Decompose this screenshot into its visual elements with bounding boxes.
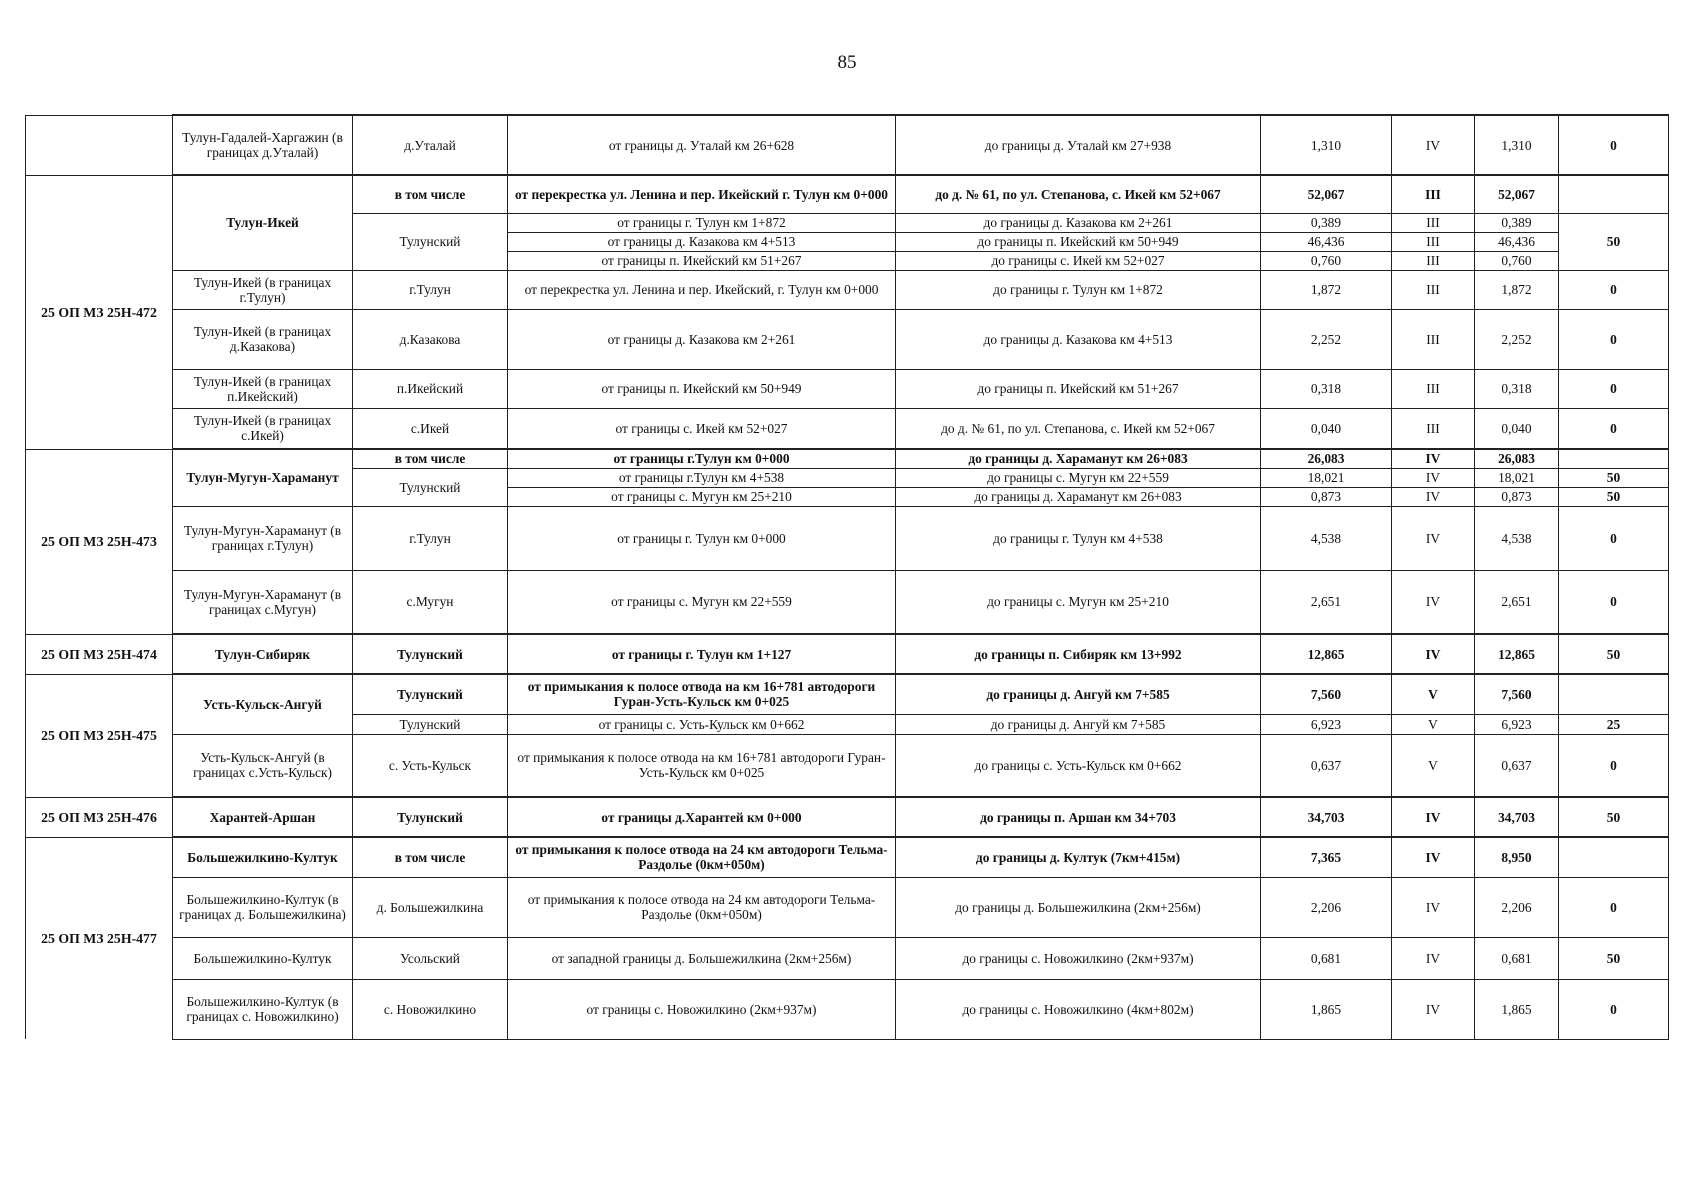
road-code: 25 ОП МЗ 25Н-473 [26,449,173,634]
start-point-cell: от границы п. Икейский км 50+949 [508,369,896,408]
table-row [26,570,1669,634]
district-cell: г.Тулун [353,506,508,570]
road-code: 25 ОП МЗ 25Н-474 [26,634,173,674]
start-point-cell: от примыкания к полосе отвода на 24 км автодороги Тельма-Раздолье (0км+050м) [508,877,896,937]
start-point-cell: от границы с. Новожилкино (2км+937м) [508,979,896,1039]
length-km-cell: 0,637 [1261,734,1392,797]
length-km-cell: 2,206 [1261,877,1392,937]
start-point-cell: от границы с. Мугун км 25+210 [508,487,896,506]
category-cell: IV [1392,506,1475,570]
road-name-cell: Тулун-Икей (в границах с.Икей) [173,408,353,449]
total-length-km-cell: 1,872 [1475,270,1559,309]
start-point-cell: от границы г.Тулун км 4+538 [508,468,896,487]
road-name-cell: Большежилкино-Култук [173,937,353,979]
total-length-km-cell: 0,681 [1475,937,1559,979]
length-km-cell: 7,560 [1261,674,1392,714]
end-point-cell: до границы п. Сибиряк км 13+992 [896,634,1261,674]
speed-limit-cell: 0 [1559,369,1669,408]
table-row [26,634,1669,674]
table-row [26,877,1669,937]
speed-limit-cell: 0 [1559,408,1669,449]
length-km-cell: 1,310 [1261,115,1392,175]
length-km-cell: 1,872 [1261,270,1392,309]
road-code: 25 ОП МЗ 25Н-476 [26,797,173,837]
district-cell: Тулунский [353,468,508,506]
district-cell: Тулунский [353,674,508,714]
total-length-km-cell: 7,560 [1475,674,1559,714]
district-cell: с.Икей [353,408,508,449]
start-point-cell: от перекрестка ул. Ленина и пер. Икейский г. Тулун км 0+000 [508,175,896,213]
start-point-cell: от границы г. Тулун км 0+000 [508,506,896,570]
end-point-cell: до границы п. Аршан км 34+703 [896,797,1261,837]
road-name-cell: Большежилкино-Култук [173,837,353,877]
end-point-cell: до границы д. Ангуй км 7+585 [896,674,1261,714]
start-point-cell: от западной границы д. Большежилкина (2км+256м) [508,937,896,979]
end-point-cell: до д. № 61, по ул. Степанова, с. Икей км 52+067 [896,408,1261,449]
total-length-km-cell: 2,252 [1475,309,1559,369]
speed-limit-cell [1559,674,1669,714]
total-length-km-cell: 2,651 [1475,570,1559,634]
category-cell: V [1392,734,1475,797]
start-point-cell: от границы с. Усть-Кульск км 0+662 [508,714,896,734]
road-name-cell: Усть-Кульск-Ангуй (в границах с.Усть-Кульск) [173,734,353,797]
district-cell: Тулунский [353,797,508,837]
start-point-cell: от границы г.Тулун км 0+000 [508,449,896,468]
district-cell: г.Тулун [353,270,508,309]
category-cell: IV [1392,570,1475,634]
end-point-cell: до границы г. Тулун км 1+872 [896,270,1261,309]
end-point-cell: до границы с. Мугун км 22+559 [896,468,1261,487]
category-cell: IV [1392,877,1475,937]
speed-limit-cell: 0 [1559,309,1669,369]
district-cell: Тулунский [353,213,508,270]
start-point-cell: от границы д. Уталай км 26+628 [508,115,896,175]
speed-limit-cell: 0,760 [1475,251,1559,270]
district-cell: Усольский [353,937,508,979]
road-name-cell: Харантей-Аршан [173,797,353,837]
speed-limit-cell: 0 [1559,506,1669,570]
length-km-cell: до границы с. Икей км 52+027 [896,251,1261,270]
length-km-cell: 0,873 [1261,487,1392,506]
category-cell: 0,760 [1261,251,1392,270]
total-length-km-cell: 26,083 [1475,449,1559,468]
total-length-km-cell: 0,318 [1475,369,1559,408]
district-cell: д. Большежилкина [353,877,508,937]
total-length-km-cell: 2,206 [1475,877,1559,937]
total-length-km-cell: 1,865 [1475,979,1559,1039]
speed-limit-cell: 50 [1559,937,1669,979]
speed-limit-cell [1559,175,1669,213]
road-name-cell: Тулун-Икей (в границах п.Икейский) [173,369,353,408]
table-row [26,979,1669,1039]
length-km-cell: 1,865 [1261,979,1392,1039]
road-name-cell: Тулун-Гадалей-Харгажин (в границах д.Уталай) [173,115,353,175]
category-cell: IV [1392,837,1475,877]
length-km-cell: 0,318 [1261,369,1392,408]
end-point-cell: до границы д. Казакова км 4+513 [896,309,1261,369]
road-name-cell: Тулун-Сибиряк [173,634,353,674]
road-name-cell: Тулун-Икей [173,175,353,270]
total-length-km-cell: 6,923 [1475,714,1559,734]
total-length-km-cell: III [1392,251,1475,270]
district-cell: д.Казакова [353,309,508,369]
end-point-cell: до границы с. Мугун км 25+210 [896,570,1261,634]
category-cell: IV [1392,937,1475,979]
start-point-cell: от границы с. Икей км 52+027 [508,408,896,449]
total-length-km-cell: 1,310 [1475,115,1559,175]
end-point-cell: до границы д. Ангуй км 7+585 [896,714,1261,734]
category-cell: IV [1392,449,1475,468]
road-name-cell: Большежилкино-Култук (в границах с. Новожилкино) [173,979,353,1039]
table-row [26,115,1669,175]
total-length-km-cell: 0,637 [1475,734,1559,797]
road-name-cell: Тулун-Мугун-Хараманут [173,449,353,506]
category-cell: 46,436 [1261,232,1392,251]
road-code: 25 ОП МЗ 25Н-477 [26,837,173,1039]
district-cell: д.Уталай [353,115,508,175]
road-name-cell: Тулун-Икей (в границах г.Тулун) [173,270,353,309]
length-km-cell: 12,865 [1261,634,1392,674]
category-cell: IV [1392,979,1475,1039]
district-cell: Тулунский [353,634,508,674]
length-km-cell: 7,365 [1261,837,1392,877]
roads-table [25,114,1669,1040]
start-point-cell: от границы д.Харантей км 0+000 [508,797,896,837]
total-length-km-cell: 34,703 [1475,797,1559,837]
length-km-cell: 0,040 [1261,408,1392,449]
speed-limit-cell: 0 [1559,734,1669,797]
category-cell: V [1392,674,1475,714]
total-length-km-cell: 12,865 [1475,634,1559,674]
table-row [26,270,1669,309]
table-row [26,449,1669,468]
district-cell: в том числе [353,837,508,877]
end-point-cell: до границы д. Большежилкина (2км+256м) [896,877,1261,937]
speed-limit-cell: 50 [1559,487,1669,506]
length-km-cell: 26,083 [1261,449,1392,468]
total-length-km-cell: 18,021 [1475,468,1559,487]
end-point-cell: до границы п. Икейский км 51+267 [896,369,1261,408]
table-row [26,837,1669,877]
category-cell: V [1392,714,1475,734]
table-row [26,309,1669,369]
start-point-cell: от границы д. Казакова км 2+261 [508,309,896,369]
end-point-cell: до границы г. Тулун км 4+538 [896,506,1261,570]
speed-limit-cell: 0 [1559,570,1669,634]
speed-limit-cell: 46,436 [1475,232,1559,251]
table-row [26,734,1669,797]
length-km-cell: 18,021 [1261,468,1392,487]
length-km-cell: 2,252 [1261,309,1392,369]
road-name-cell: Тулун-Мугун-Хараманут (в границах г.Тулун) [173,506,353,570]
end-point-cell: до д. № 61, по ул. Степанова, с. Икей км 52+067 [896,175,1261,213]
category-cell: IV [1392,634,1475,674]
table-row [26,506,1669,570]
total-length-km-cell: 0,873 [1475,487,1559,506]
speed-limit-cell: 50 [1559,797,1669,837]
district-cell: с.Мугун [353,570,508,634]
start-point-cell: от границы г. Тулун км 1+872 [508,213,896,232]
total-length-km-cell: 0,389 [1475,213,1559,232]
speed-limit-cell: 0 [1559,979,1669,1039]
district-cell: Тулунский [353,714,508,734]
speed-limit-cell: 50 [1559,634,1669,674]
end-point-cell: до границы д. Уталай км 27+938 [896,115,1261,175]
start-point-cell: от примыкания к полосе отвода на км 16+781 автодороги Гуран-Усть-Кульск км 0+025 [508,734,896,797]
road-code: 25 ОП МЗ 25Н-472 [26,175,173,449]
road-name-cell: Тулун-Икей (в границах д.Казакова) [173,309,353,369]
start-point-cell: от примыкания к полосе отвода на 24 км автодороги Тельма-Раздолье (0км+050м) [508,837,896,877]
speed-limit-cell: 50 [1559,213,1669,270]
category-cell: IV [1392,115,1475,175]
table-row [26,369,1669,408]
end-point-cell: от границы д. Казакова км 4+513 [508,232,896,251]
speed-limit-cell [1559,837,1669,877]
speed-limit-cell: 0 [1559,877,1669,937]
road-name-cell: Большежилкино-Култук (в границах д. Большежилкина) [173,877,353,937]
speed-limit-cell [1559,449,1669,468]
category-cell: III [1392,369,1475,408]
start-point-cell: от границы с. Мугун км 22+559 [508,570,896,634]
total-length-km-cell: 0,040 [1475,408,1559,449]
end-point-cell: до границы с. Усть-Кульск км 0+662 [896,734,1261,797]
length-km-cell: 34,703 [1261,797,1392,837]
end-point-cell: до границы с. Новожилкино (4км+802м) [896,979,1261,1039]
speed-limit-cell: 25 [1559,714,1669,734]
category-cell: IV [1392,487,1475,506]
start-point-cell: от перекрестка ул. Ленина и пер. Икейский, г. Тулун км 0+000 [508,270,896,309]
end-point-cell: до границы д. Хараманут км 26+083 [896,487,1261,506]
end-point-cell: до границы д. Култук (7км+415м) [896,837,1261,877]
total-length-km-cell: III [1392,232,1475,251]
table-row [26,797,1669,837]
district-cell: п.Икейский [353,369,508,408]
road-code [26,115,173,175]
page-number: 85 [837,52,857,73]
length-km-cell: 6,923 [1261,714,1392,734]
district-cell: с. Усть-Кульск [353,734,508,797]
district-cell: в том числе [353,449,508,468]
road-name-cell: Усть-Кульск-Ангуй [173,674,353,734]
end-point-cell: до границы с. Новожилкино (2км+937м) [896,937,1261,979]
category-cell: III [1392,270,1475,309]
category-cell: III [1392,309,1475,369]
speed-limit-cell: 0 [1559,115,1669,175]
start-point-cell: от примыкания к полосе отвода на км 16+781 автодороги Гуран-Усть-Кульск км 0+025 [508,674,896,714]
length-km-cell: до границы п. Икейский км 50+949 [896,232,1261,251]
table-row [26,175,1669,213]
total-length-km-cell: 8,950 [1475,837,1559,877]
speed-limit-cell: 0 [1559,270,1669,309]
end-point-cell: до границы д. Хараманут км 26+083 [896,449,1261,468]
category-cell: III [1392,408,1475,449]
category-cell: III [1392,175,1475,213]
district-cell: в том числе [353,175,508,213]
category-cell: III [1392,213,1475,232]
length-km-cell: 0,681 [1261,937,1392,979]
total-length-km-cell: 4,538 [1475,506,1559,570]
total-length-km-cell: 52,067 [1475,175,1559,213]
length-km-cell: 0,389 [1261,213,1392,232]
road-name-cell: Тулун-Мугун-Хараманут (в границах с.Мугун) [173,570,353,634]
road-code: 25 ОП МЗ 25Н-475 [26,674,173,797]
end-point-cell: от границы п. Икейский км 51+267 [508,251,896,270]
category-cell: IV [1392,797,1475,837]
table-row [26,674,1669,714]
length-km-cell: 4,538 [1261,506,1392,570]
length-km-cell: 52,067 [1261,175,1392,213]
category-cell: IV [1392,468,1475,487]
speed-limit-cell: 50 [1559,468,1669,487]
table-row [26,408,1669,449]
district-cell: с. Новожилкино [353,979,508,1039]
length-km-cell: 2,651 [1261,570,1392,634]
table-row [26,937,1669,979]
end-point-cell: до границы д. Казакова км 2+261 [896,213,1261,232]
start-point-cell: от границы г. Тулун км 1+127 [508,634,896,674]
